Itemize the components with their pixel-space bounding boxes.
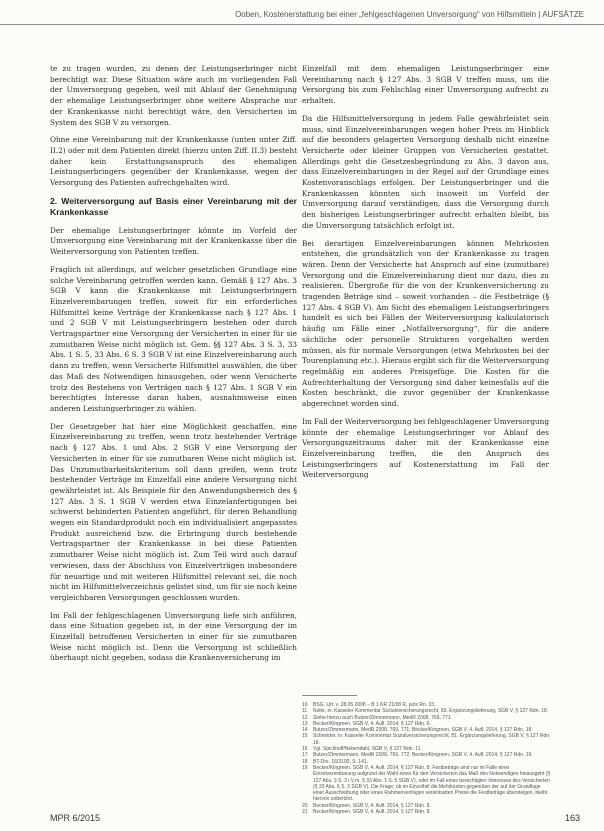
footnote-number: 20 [302, 802, 308, 809]
paragraph: Einzelfall mit dem ehemaligen Leistungserbringer eine Vereinbarung nach § 127 Abs. 3 SGB V treffen muss, um die Versorgung bis zum Fehlschlag einer Umversorgung aufrecht zu erhalten. [302, 64, 549, 106]
footnote-text: Becker/Kingreen, SGB V, 4. Aufl. 2014, § 127 Rdn. 8: Festbeträge sind nur im Falle einer Einzelvereinbarung aufgrund der Wahl eines für den Versicherten das Maß des Notwendigen hinausgeht (§ 127 Abs. 3 S. 3 i.V.m. § 33 Abs. 1 S. 5 SGB V), oder im Fall eines berechtigten Interesses des Versicherten (§ 33 Abs. 6 S. 3 SGB V). Die Frage, ob im Einzelfall die Mehrkosten gegenüber der auf der Grundlage einer Ausschreibung oder eines Rahmenvertrages vereinbarten Preise die Festbeträge übersteigen, bleibt hiervon unberührt. [313, 764, 551, 803]
footnote-number: 14 [302, 727, 308, 734]
paragraph: Im Fall der Weiterversorgung bei fehlgeschlagener Umversorgung könnte der ehemalige Leistungserbringer vor Ablauf des Versorgungszeitraums daher mit der Krankenkasse eine Einzelvereinbarung treffen, die den Anspruch des Leistungserbringers auf Kostenerstattung im Fall der Weiterversorgung [302, 416, 549, 480]
running-header [0, 0, 604, 25]
footnote-number: 19 [302, 764, 308, 771]
footnote-text: Nolte, in: Kasseler Kommentar Sozialversicherungsrecht, 83. Ergänzungslieferung, SGB V, § 127 Rdn. 18. [313, 708, 549, 715]
footnote-text: Butzer/Zimmermann, MedR 2008, 769, 771; Becker/Kingreen, SGB V, 4. Aufl. 2014, § 127 Rdn. 18. [313, 727, 533, 734]
footnote [302, 765, 552, 803]
journal-issue: MPR 6/2015 [50, 813, 101, 823]
paragraph: Der ehemalige Leistungserbringer könnte im Vorfeld der Umversorgung eine Vereinbarung mit der Krankenkasse über die Weiterversorgung von Patienten treffen. [50, 225, 297, 257]
footnote-text: Schneider, in: Kasseler Kommentar Sozialversicherungsrecht, 81. Ergänzungslieferung, SGB V, § 127 Rdn. 18. [313, 733, 551, 746]
footnote-text: Becker/Kingreen, SGB V, 4. Aufl. 2014, § 127 Rdn. 8. [313, 802, 431, 809]
left-column [50, 64, 297, 671]
footnote [302, 809, 552, 815]
paragraph: te zu tragen wurden, zu denen der Leistungserbringer nicht berechtigt war. Diese Situation wäre auch im vorliegenden Fall der Umversorgung gegeben, weil mit Ablauf der Genehmigung der ehemalige Leistungserbringer ohne weitere Absprache nur der Krankenkasse nicht berechtigt wäre, den Versicherten im System des SGB V zu versorgen. [50, 64, 297, 127]
footnote-number: 21 [302, 809, 308, 816]
footnote-number: 18 [302, 758, 308, 765]
footnote-number: 11 [302, 708, 308, 715]
paragraph: Bei derartigen Einzelvereinbarungen können Mehrkosten entstehen, die grundsätzlich von der Krankenkasse zu tragen wären. Denn der Versicherte hat Anspruch auf eine (zumutbare) Versorgung und die Einzelvereinbarung dient nur dazu, dies zu realisieren. Übergroße für die von der Krankenversicherung zu tragenden Beträge sind – soweit vorhanden – die Festbeträge (§ 127 Abs. 4 SGB V). Am Sicht des ehemaligen Leistungserbringers handelt es sich bei Fällen der Weiterversorgung kalkulatorisch häufig um Fälle einer „Notfallversorgung“, für die andere sächliche oder personelle Strukturen vorgehalten werden müssen, als für normale Versorgungen (etwa Mehrkosten bei der Tourenplanung etc.). Hieraus ergibt sich für die Weiterversorgung regelmäßig ein anderes Preisgefüge. Die Kosten für die Aufrechterhaltung der Versorgung sind daher keinesfalls auf die Kosten beschränkt, die zuvor gegenüber der Krankenkasse abgerechnet worden sind. [302, 238, 549, 409]
footnote-text: Siehe hierzu auch Butzer/Zimmermann, MedR 2008, 769, 771. [313, 714, 452, 721]
footnote-number: 13 [302, 720, 308, 727]
right-column [302, 64, 549, 488]
page-number: 163 [564, 813, 580, 823]
paragraph: Im Fall der fehlgeschlagenen Umversorgung liefe sich anführen, dass eine Situation gegeben ist, in der eine Versorgung der im Einzelfall betroffenen Versicherten in einer für sie zumutbaren Weise nicht möglich ist. Denn die Versorgung ist schließlich überhaupt nicht gegeben, sodass die Krankenversicherung im [50, 610, 297, 663]
footnote-number: 16 [302, 746, 308, 753]
section-heading: 2. Weiterversorgung auf Basis einer Vereinbarung mit der Krankenkasse [50, 195, 297, 217]
footnote-text: Butzer/Zimmermann, MedR 2008, 769, 772; Becker/Kingreen, SGB V, 4. Aufl. 2014, § 127 Rdn. 19. [313, 752, 533, 759]
footnote-number: 10 [302, 702, 308, 708]
footnote-number: 12 [302, 714, 308, 721]
footnote-divider [302, 695, 357, 696]
footnote-text: BT-Drs. 16/3100, S. 141. [313, 758, 369, 765]
footnotes [302, 702, 552, 815]
footnote-number: 17 [302, 752, 308, 759]
paragraph: Fraglich ist allerdings, auf welcher gesetzlichen Grundlage eine solche Vereinbarung getroffen werden kann. Gemäß § 127 Abs. 3 SGB V kann die Krankenkasse mit Leistungserbringern Einzelvereinbarungen treffen, soweit für ein erforderliches Hilfsmittel keine Verträge der Krankenkasse nach § 127 Abs. 1 und 2 SGB V mit Leistungserbringern bestehen oder durch Vertragspartner eine Versorgung der Versicherten in einer für sie zumutbaren Weise nicht möglich ist. Gem. §§ 127 Abs. 3 S. 3, 33 Abs. 1 S. 5, 33 Abs. 6 S. 3 SGB V ist eine Einzelvereinbarung auch dann zu treffen, wenn Versicherte Hilfsmittel auswählen, die über das Maß des Notwendigen hinausgehen, oder wenn Versicherte trotz des Bestehens von Verträgen nach § 127 Abs. 1 SGB V ein berechtigtes Interesse daran haben, ausnahmsweise einen anderen Leistungserbringer zu wählen. [50, 264, 297, 413]
footnote-text: Becker/Kingreen, SGB V, 4. Aufl. 2014, § 127 Rdn. 6. [313, 720, 431, 727]
paragraph: Der Gesetzgeber hat hier eine Möglichkeit geschaffen, eine Einzelvereinbarung zu treffen, wenn trotz bestehender Verträge nach § 127 Abs. 1 und Abs. 2 SGB V eine Versorgung der Versicherten in einer für sie zumutbaren Weise nicht möglich ist. Das Unzumutbarkeitskriterium soll dann greifen, wenn trotz bestehender Verträge im Einzelfall eine andere Versorgung nicht gewährleistet ist. Als Beispiele für den Anwendungsbereich des § 127 Abs. 3 S. 1 SGB V werden etwa Einzelanfertigungen bei schwerst behinderten Patienten angeführt, für deren Behandlung wegen ein Standardprodukt noch ein individualisiert angepasstes Produkt ausreichend bzw. die Erbringung durch bestehende Vertragspartner der Krankenkasse in bei diese Patienten zumutbarer Weise nicht möglich ist. Zum Teil wird auch darauf verwiesen, dass der Abschluss von Einzelverträgen insbesondere für neuartige und mit weiteren Hilfsmittel relevant sei, die noch nicht im Hilfsmittelverzeichnis gelistet sind, um für sie noch keine vergleichbaren Versorgungen geschlossen wurden. [50, 421, 297, 602]
paragraph: Ohne eine Vereinbarung mit der Krankenkasse (unten unter Ziff. II.2) oder mit dem Patienten direkt (hierzu unten Ziff. II.3) besteht daher kein Erstattungsanspruch des ehemaligen Leistungserbringers gegenüber der Krankenkasse, wegen der Versorgung des Patienten aufrechgehalten wird. [50, 135, 297, 188]
footnote-number: 15 [302, 733, 308, 740]
footnote-text: Vgl. Spickhoff/Nebendahl, SGB V, § 127 Rdn. 11. [313, 746, 422, 753]
running-title: Ooben, Kostenerstattung bei einer „fehlgeschlagenen Unversorgung“ von Hilfsmitteln | AUFSÄTZE [235, 10, 584, 19]
footnote-text: BSG, Urt. v. 28.05.2008 – B 1 KR 21/08 R, juris Rn. 33. [313, 702, 436, 708]
footnote [302, 733, 552, 746]
footnote-text: Becker/Kingreen, SGB V, 4. Aufl. 2014, § 127 Rdn. 8. [313, 809, 431, 816]
paragraph: Da die Hilfsmittelversorgung in jedem Falle gewährleistet sein muss, sind Einzelvereinbarungen wegen hoher Preis im Hinblick auf die besonders gelagerten Versorgung deshalb nicht einzelne Versicherte oder kleiner Gruppen von Versicherten gestattet. Allerdings geht die Gesetzesbegründung zu Abs. 3 davon aus, dass Einzelvereinbarungen in der Regel auf der Grundlage eines Kostenvoranschlags erfolgen. Der Leistungserbringer und die Krankenkassen könnten sich insoweit im Vorfeld der Umversorgung darauf verständigen, dass die Versorgung durch den bisherigen Leistungserbringer aufrecht erhalten bleibt, bis die Umversorgung tatsächlich erfolgt ist. [302, 113, 549, 230]
